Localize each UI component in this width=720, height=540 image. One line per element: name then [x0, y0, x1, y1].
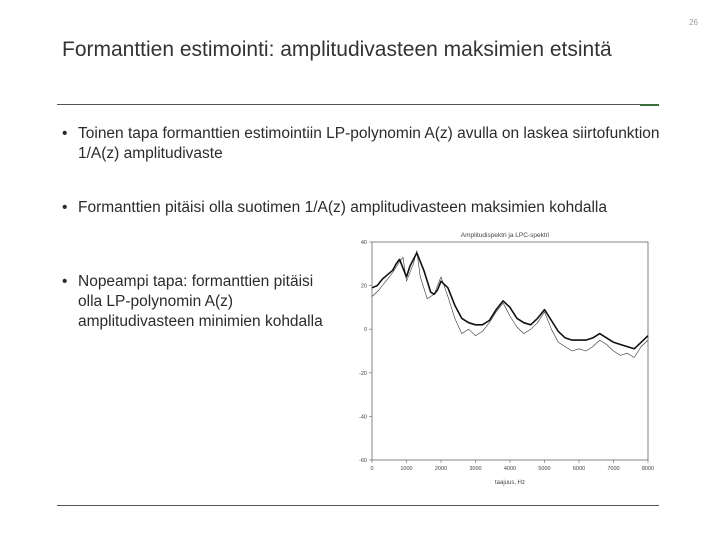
y-tick-label: 20: [360, 283, 367, 290]
title-accent-mark: [640, 104, 659, 106]
x-tick-label: 3000: [469, 466, 482, 472]
y-tick-label: 0: [363, 327, 367, 334]
x-tick-label: 4000: [503, 466, 517, 472]
x-axis-label: taajuus, Hz: [494, 480, 526, 486]
lpc-envelope-line: [372, 253, 648, 349]
x-axis-ticks: [370, 460, 654, 472]
x-tick-label: 0: [370, 466, 374, 472]
bullet-marker: •: [62, 125, 68, 142]
bullet-marker: •: [62, 199, 68, 216]
plot-frame: [372, 242, 648, 460]
title-divider: [57, 104, 659, 105]
y-tick-label: -60: [359, 458, 367, 464]
x-tick-label: 2000: [434, 466, 448, 472]
bullet-text: Formanttien pitäisi olla suotimen 1/A(z) amplitudivasteen maksimien kohdalla: [78, 199, 607, 216]
y-tick-label: 40: [360, 240, 367, 246]
footer-divider: [57, 505, 659, 506]
page-number: 26: [689, 18, 698, 27]
bullet-marker: •: [62, 273, 68, 290]
x-tick-label: 8000: [641, 466, 655, 472]
x-tick-label: 1000: [400, 466, 413, 472]
bullet-item: [62, 272, 332, 332]
bullet-item: [62, 124, 672, 164]
bullet-item: [62, 198, 672, 218]
spectrum-chart: [330, 226, 660, 488]
chart-title: Amplitudispektri ja LPC-spektri: [460, 232, 550, 239]
y-axis-ticks: [359, 240, 372, 464]
x-tick-label: 5000: [538, 466, 551, 472]
chart-series: [372, 251, 648, 358]
x-tick-label: 7000: [607, 466, 620, 472]
y-tick-label: -20: [359, 370, 367, 377]
bullet-text: Nopeampi tapa: formanttien pitäisi olla LP-polynomin A(z) amplitudivasteen minimien kohdalla: [78, 273, 323, 330]
amplitude-spectrum-line: [372, 251, 648, 358]
y-tick-label: -40: [359, 414, 367, 421]
slide-title: Formanttien estimointi: amplitudivasteen maksimien etsintä: [62, 38, 612, 61]
bullet-text: Toinen tapa formanttien estimointiin LP-polynomin A(z) avulla on laskea siirtofunktion 1/A(z) amplitudivaste: [78, 125, 660, 162]
x-tick-label: 6000: [572, 466, 586, 472]
